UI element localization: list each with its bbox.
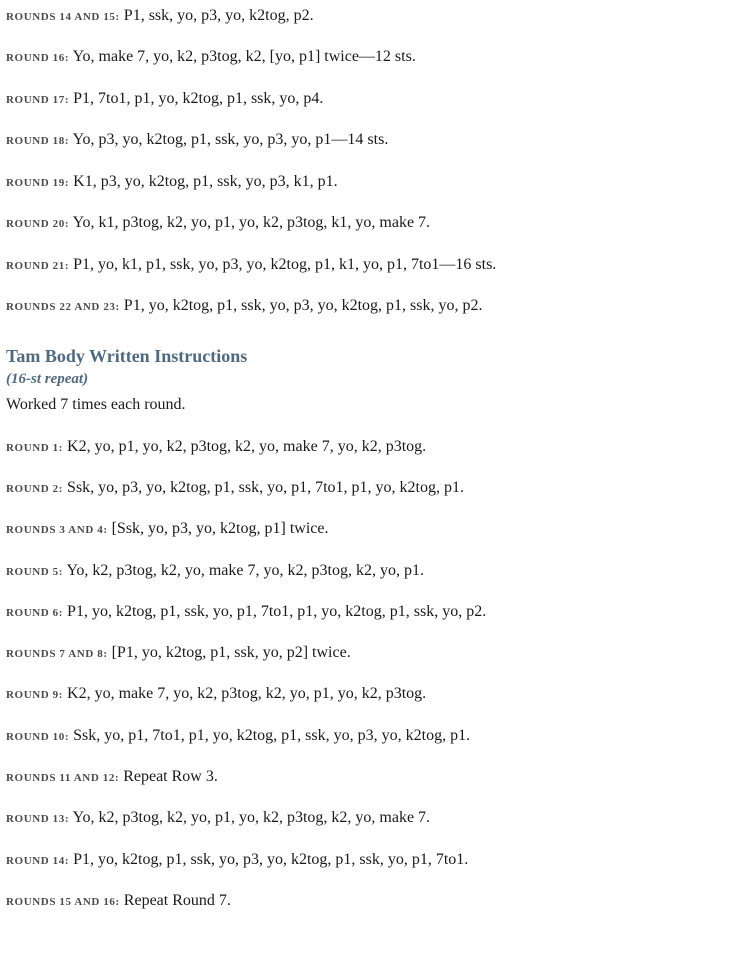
round-line — [6, 684, 426, 705]
round-instructions: P1, yo, k2tog, p1, ssk, yo, p3, yo, k2tog, p1, ssk, yo, p1, 7to1. — [69, 851, 469, 868]
round-instructions: [P1, yo, k2tog, p1, ssk, yo, p2] twice. — [107, 644, 351, 661]
round-line — [6, 767, 218, 788]
round-label: ROUND 16: — [6, 52, 70, 64]
round-line — [6, 808, 430, 829]
round-line — [6, 478, 464, 499]
section-intro: Worked 7 times each round. — [6, 396, 186, 413]
round-instructions: Repeat Round 7. — [119, 892, 231, 909]
round-label: ROUNDS 14 AND 15: — [6, 11, 120, 23]
round-instructions: P1, yo, k2tog, p1, ssk, yo, p1, 7to1, p1, yo, k2tog, p1, ssk, yo, p2. — [63, 603, 487, 620]
round-line — [6, 643, 351, 664]
section-title: Tam Body Written Instructions — [6, 346, 248, 366]
round-label: ROUND 20: — [6, 218, 70, 230]
round-line — [6, 255, 496, 276]
round-label: ROUNDS 22 AND 23: — [6, 301, 120, 313]
round-line — [6, 213, 430, 234]
round-line — [6, 519, 328, 540]
round-label: ROUND 10: — [6, 731, 70, 743]
round-instructions: Yo, k2, p3tog, k2, yo, p1, yo, k2, p3tog, k2, yo, make 7. — [69, 809, 431, 826]
round-line — [6, 561, 424, 582]
round-instructions: P1, 7to1, p1, yo, k2tog, p1, ssk, yo, p4. — [69, 90, 324, 107]
round-instructions: Repeat Row 3. — [119, 768, 218, 785]
round-line — [6, 130, 388, 151]
round-label: ROUND 13: — [6, 813, 70, 825]
round-line — [6, 437, 426, 458]
round-line — [6, 602, 486, 623]
round-label: ROUND 19: — [6, 177, 70, 189]
round-line — [6, 89, 323, 110]
round-label: ROUND 1: — [6, 442, 64, 454]
round-line — [6, 850, 468, 871]
round-instructions: Ssk, yo, p1, 7to1, p1, yo, k2tog, p1, ssk, yo, p3, yo, k2tog, p1. — [69, 727, 471, 744]
round-instructions: Yo, p3, yo, k2tog, p1, ssk, yo, p3, yo, p1—14 sts. — [69, 131, 389, 148]
round-instructions: Ssk, yo, p3, yo, k2tog, p1, ssk, yo, p1, 7to1, p1, yo, k2tog, p1. — [63, 479, 464, 496]
section-subtitle: (16-st repeat) — [6, 371, 89, 387]
round-label: ROUND 9: — [6, 689, 64, 701]
round-instructions: P1, ssk, yo, p3, yo, k2tog, p2. — [119, 7, 314, 24]
round-label: ROUND 21: — [6, 260, 70, 272]
round-line — [6, 296, 483, 317]
round-label: ROUND 14: — [6, 855, 70, 867]
round-instructions: P1, yo, k1, p1, ssk, yo, p3, yo, k2tog, p1, k1, yo, p1, 7to1—16 sts. — [69, 256, 497, 273]
round-instructions: Yo, k1, p3tog, k2, yo, p1, yo, k2, p3tog, k1, yo, make 7. — [69, 214, 431, 231]
round-line — [6, 891, 231, 912]
round-label: ROUND 17: — [6, 94, 70, 106]
round-instructions: [Ssk, yo, p3, yo, k2tog, p1] twice. — [107, 520, 329, 537]
round-line — [6, 172, 338, 193]
round-instructions: Yo, k2, p3tog, k2, yo, make 7, yo, k2, p3tog, k2, yo, p1. — [63, 562, 424, 579]
round-label: ROUNDS 7 AND 8: — [6, 648, 108, 660]
round-label: ROUNDS 3 AND 4: — [6, 524, 108, 536]
round-line — [6, 726, 470, 747]
round-label: ROUND 2: — [6, 483, 64, 495]
round-label: ROUND 6: — [6, 607, 64, 619]
round-label: ROUND 18: — [6, 135, 70, 147]
round-instructions: Yo, make 7, yo, k2, p3tog, k2, [yo, p1] twice—12 sts. — [69, 48, 416, 65]
round-label: ROUNDS 11 AND 12: — [6, 772, 120, 784]
round-label: ROUNDS 15 AND 16: — [6, 896, 120, 908]
round-line — [6, 47, 416, 68]
round-label: ROUND 5: — [6, 566, 64, 578]
round-instructions: K1, p3, yo, k2tog, p1, ssk, yo, p3, k1, p1. — [69, 173, 338, 190]
round-instructions: K2, yo, p1, yo, k2, p3tog, k2, yo, make 7, yo, k2, p3tog. — [63, 438, 427, 455]
round-instructions: P1, yo, k2tog, p1, ssk, yo, p3, yo, k2tog, p1, ssk, yo, p2. — [119, 297, 483, 314]
round-line — [6, 6, 314, 27]
round-instructions: K2, yo, make 7, yo, k2, p3tog, k2, yo, p1, yo, k2, p3tog. — [63, 685, 427, 702]
